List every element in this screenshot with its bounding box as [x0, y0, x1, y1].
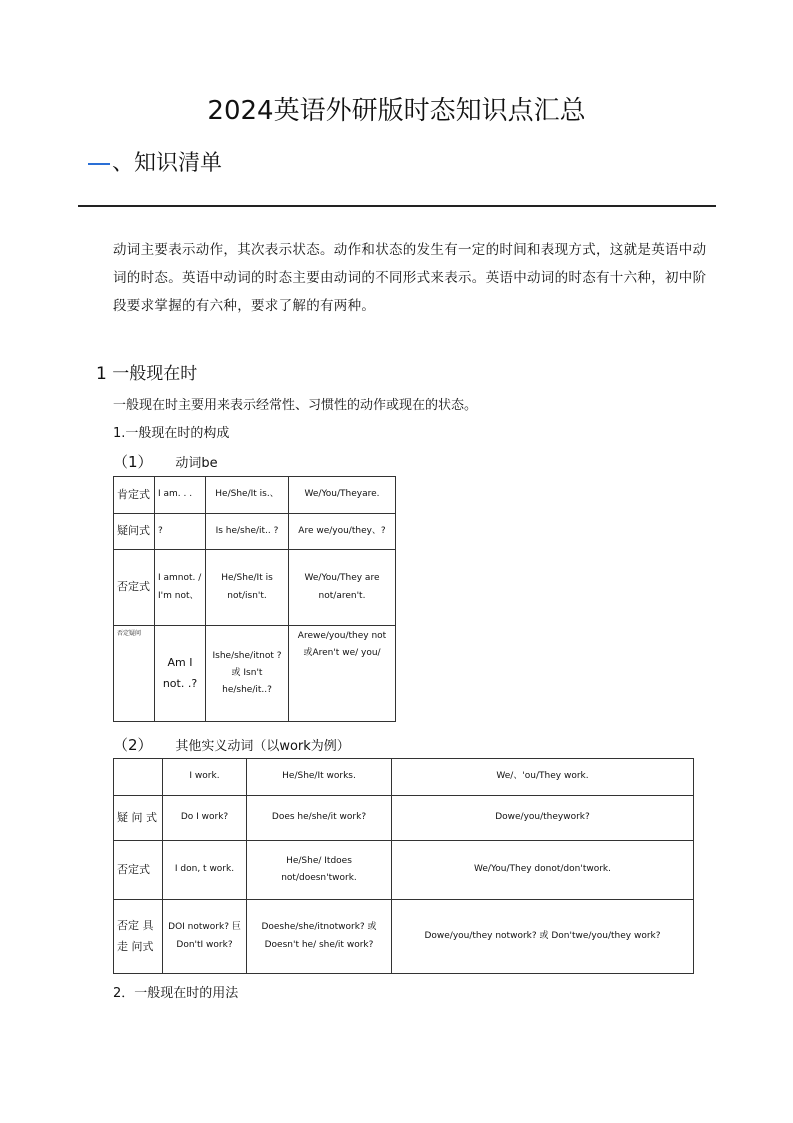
table-cell: I don, t work. — [163, 841, 247, 900]
subheading-work — [113, 734, 350, 755]
table-cell: We/You/They are not/aren't. — [289, 550, 396, 626]
structure-heading: 1.一般现在时的构成 — [113, 426, 230, 441]
table-work — [113, 758, 694, 974]
table-cell: Dowe/you/they notwork? 或 Don'twe/you/they work? — [392, 900, 694, 974]
subheading-be — [113, 451, 218, 472]
table-cell: Arewe/you/they not 或Aren't we/ you/ — [289, 626, 396, 722]
table-cell: Dowe/you/theywork? — [392, 796, 694, 841]
section-heading-text: 、知识清单 — [112, 151, 223, 176]
row-label: 疑 问 式 — [114, 796, 163, 841]
subheading-work-num: （2） — [113, 736, 153, 754]
subheading-work-text: 其他实义动词（以work为例） — [175, 739, 350, 754]
table-row — [114, 477, 396, 514]
usage-heading: 2．一般现在时的用法 — [113, 986, 239, 1001]
table-row — [114, 900, 694, 974]
table-cell: Am I not. .? — [155, 626, 206, 722]
table-cell: Does he/she/it work? — [247, 796, 392, 841]
table-be — [113, 476, 396, 722]
row-label: 疑问式 — [114, 514, 155, 550]
table-row — [114, 514, 396, 550]
table-cell — [114, 759, 163, 796]
row-label: 否定疑问 — [114, 626, 155, 722]
table-row — [114, 550, 396, 626]
table-cell: Doeshe/she/itnotwork? 或 Doesn't he/ she/it work? — [247, 900, 392, 974]
heading-underline — [88, 163, 110, 165]
row-label: 肯定式 — [114, 477, 155, 514]
row-label: 否定式 — [114, 841, 163, 900]
table-cell: Ishe/she/itnot ? 或 Isn't he/she/it..? — [206, 626, 289, 722]
row-label: 否定式 — [114, 550, 155, 626]
definition-line: 一般现在时主要用来表示经常性、习惯性的动作或现在的状态。 — [113, 398, 478, 413]
table-header-cell: He/She/It works. — [247, 759, 392, 796]
subheading-be-num: （1） — [113, 453, 153, 471]
table-cell: I amnot. / I'm not、 — [155, 550, 206, 626]
table-header-cell: I work. — [163, 759, 247, 796]
table-header-cell: We/、'ou/They work. — [392, 759, 694, 796]
table-row — [114, 626, 396, 722]
subheading-be-text: 动词be — [175, 456, 218, 471]
table-cell: I am. . . — [155, 477, 206, 514]
table-header-row — [114, 759, 694, 796]
table-cell: He/She/It is not/isn't. — [206, 550, 289, 626]
intro-paragraph: 动词主要表示动作，其次表示状态。动作和状态的发生有一定的时间和表现方式，这就是英语中动词的时态。英语中动词的时态主要由动词的不同形式来表示。英语中动词的时态有十六种，初中阶段要求掌握的有六种，要求了解的有两种。 — [113, 242, 707, 314]
section-heading — [88, 146, 222, 177]
table-cell: Is he/she/it.. ? — [206, 514, 289, 550]
divider — [78, 205, 716, 207]
table-cell: He/She/It is.、 — [206, 477, 289, 514]
table-row — [114, 796, 694, 841]
table-cell: Are we/you/they、? — [289, 514, 396, 550]
table-cell: We/You/They donot/don'twork. — [392, 841, 694, 900]
row-label: 否定 具走 问式 — [114, 900, 163, 974]
table-cell: ? — [155, 514, 206, 550]
table-cell: He/She/ Itdoes not/doesn'twork. — [247, 841, 392, 900]
table-cell: DOI notwork? 巨 Don'tI work? — [163, 900, 247, 974]
document-title: 2024英语外研版时态知识点汇总 — [207, 96, 586, 126]
table-cell: Do I work? — [163, 796, 247, 841]
table-cell: We/You/Theyare. — [289, 477, 396, 514]
heading-simple-present: 1 一般现在时 — [96, 364, 198, 384]
table-row — [114, 841, 694, 900]
